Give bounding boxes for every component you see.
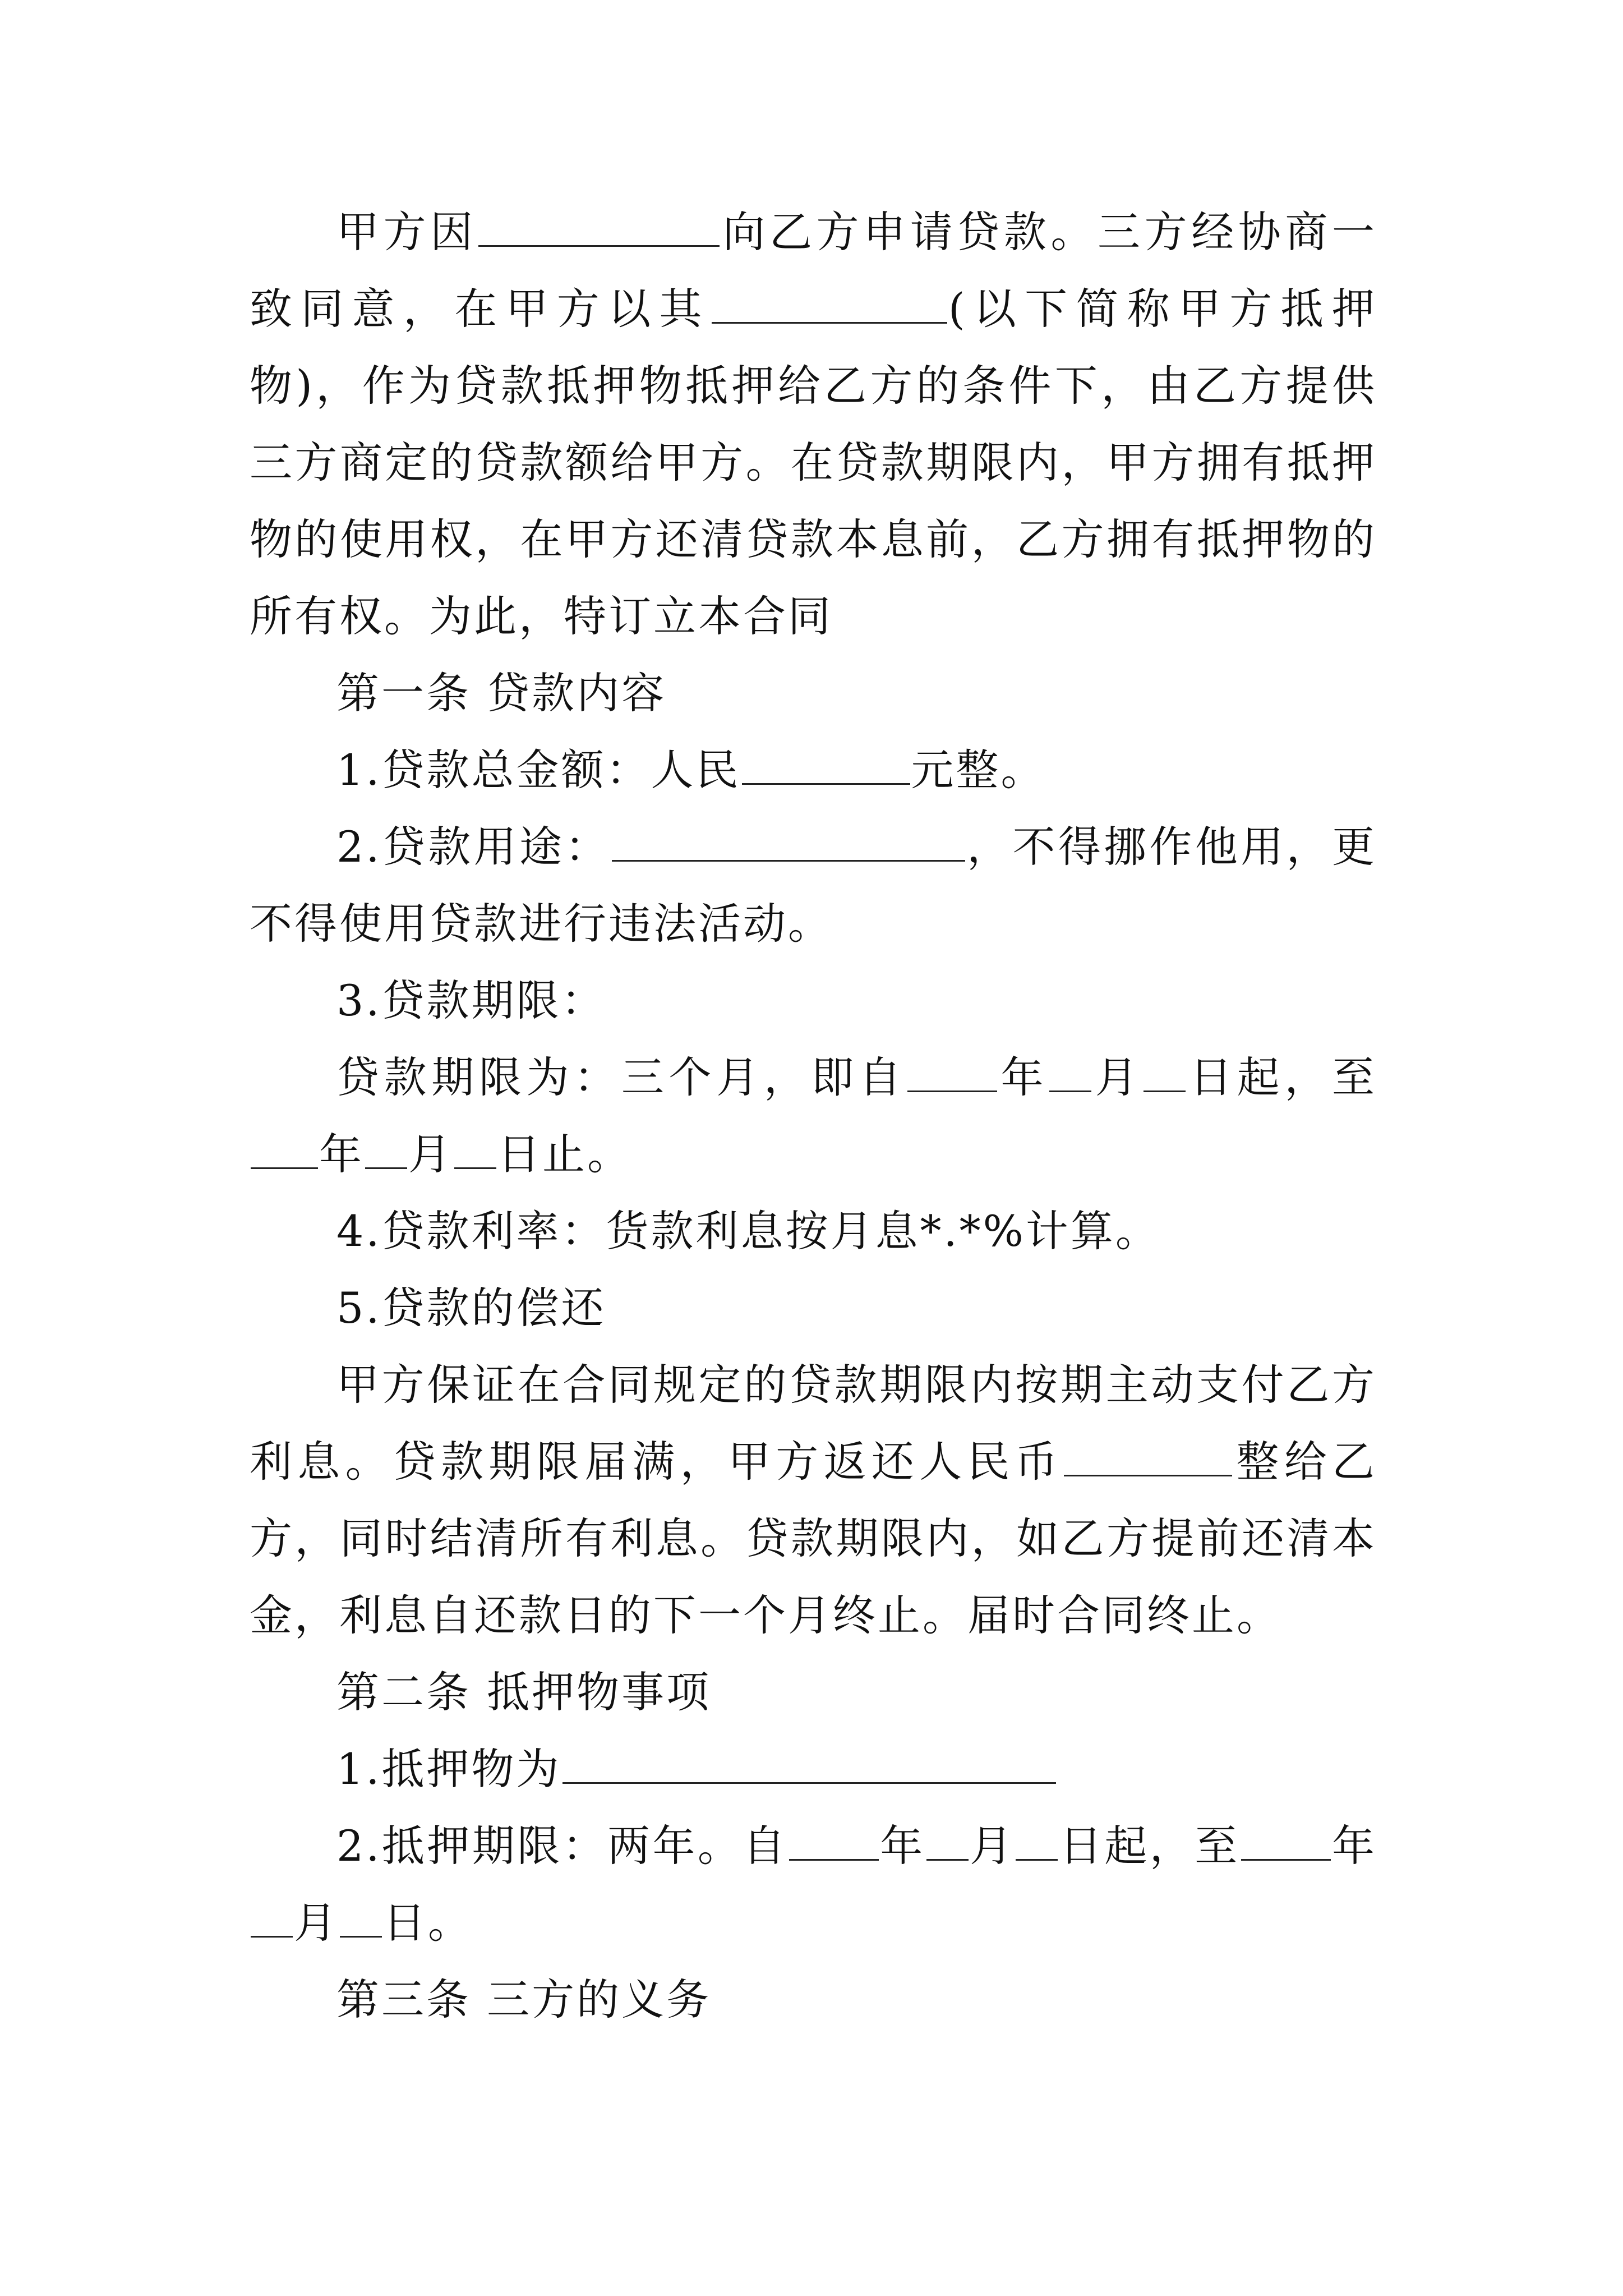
article-1-item-4: 4.贷款利率：货款利息按月息*.*%计算。 <box>336 1206 1160 1256</box>
mortgage-month-label: 月 <box>969 1821 1015 1871</box>
loan-term-paragraph <box>250 1039 1377 1193</box>
mortgage-end-month-label: 月 <box>294 1898 339 1948</box>
term-end-year-label: 年 <box>319 1129 364 1179</box>
article-2-heading: 第二条 抵押物事项 <box>336 1667 712 1717</box>
blank-m-start-year <box>789 1822 879 1861</box>
blank-end-year <box>251 1130 318 1169</box>
intro-text-2: 向乙方申请贷款。三方经协商一致同意，在甲方以其 <box>250 207 1377 334</box>
blank-end-day <box>454 1130 496 1169</box>
blank-purpose <box>612 823 965 862</box>
blank-collateral-item <box>562 1745 1056 1784</box>
blank-start-month <box>1049 1053 1091 1092</box>
article-2-item-1 <box>250 1731 1377 1807</box>
term-end-month-label: 月 <box>408 1129 453 1179</box>
blank-m-end-year <box>1241 1822 1331 1861</box>
blank-collateral <box>712 285 947 324</box>
article-1-item-5: 5.贷款的偿还 <box>336 1283 606 1333</box>
mortgage-year-label: 年 <box>879 1821 925 1871</box>
intro-paragraph <box>250 194 1377 655</box>
blank-m-end-month <box>251 1899 293 1938</box>
mortgage-text-a: 2.抵押期限：两年。自 <box>336 1821 788 1871</box>
blank-repay-amount <box>1064 1438 1232 1476</box>
term-month-label: 月 <box>1092 1052 1143 1102</box>
repay-text-b: 整给乙方，同时结清所有利息。贷款期限内，如乙方提前还清本金，利息自还款日的下一个月终止。届时合同终止。 <box>250 1437 1377 1640</box>
article-1-item-1 <box>250 731 1377 808</box>
contract-body <box>250 194 1377 2038</box>
blank-m-end-day <box>340 1899 382 1938</box>
blank-start-year <box>907 1053 997 1092</box>
intro-text-3: (以下简称甲方抵押物)，作为贷款抵押物抵押给乙方的条件下，由乙方提供三方商定的贷款额给甲方。在贷款期限内，甲方拥有抵押物的使用权，在甲方还清贷款本息前，乙方拥有抵押物的所有权。为此，特订立本合同 <box>250 284 1377 641</box>
blank-m-start-month <box>926 1822 969 1861</box>
mortgage-end-year-label: 年 <box>1331 1821 1377 1871</box>
article-1-item-2 <box>250 808 1377 962</box>
term-text-g: 日止。 <box>497 1129 632 1179</box>
item-2-suffix: ，不得挪作他用，更不得使用贷款进行违法活动。 <box>250 822 1377 949</box>
article-3-heading: 第三条 三方的义务 <box>336 1975 712 2024</box>
term-text-d: 日起，至 <box>1187 1052 1377 1102</box>
blank-amount <box>742 746 910 785</box>
item-2-text: 2.贷款用途： <box>336 822 611 872</box>
mortgage-term-paragraph <box>250 1807 1377 1961</box>
item-1-suffix: 元整。 <box>911 745 1046 795</box>
article-1-item-3: 3.贷款期限： <box>336 976 606 1025</box>
mortgage-text-g: 日。 <box>383 1898 473 1948</box>
intro-text-1: 甲方因 <box>336 207 477 257</box>
repayment-paragraph <box>250 1346 1377 1654</box>
blank-m-start-day <box>1016 1822 1058 1861</box>
item-1-text: 1.贷款总金额：人民 <box>336 745 741 795</box>
blank-end-month <box>365 1130 407 1169</box>
repay-text-a: 甲方保证在合同规定的贷款期限内按期主动支付乙方利息。贷款期限届满，甲方返还人民币 <box>250 1360 1377 1487</box>
mortgage-text-d: 日起，至 <box>1059 1821 1240 1871</box>
term-text-a: 贷款期限为：三个月，即自 <box>336 1052 906 1102</box>
collateral-text: 1.抵押物为 <box>336 1744 561 1794</box>
term-year-label: 年 <box>998 1052 1049 1102</box>
article-1-heading: 第一条 贷款内容 <box>336 668 667 718</box>
blank-reason <box>478 208 720 247</box>
blank-start-day <box>1144 1053 1186 1092</box>
